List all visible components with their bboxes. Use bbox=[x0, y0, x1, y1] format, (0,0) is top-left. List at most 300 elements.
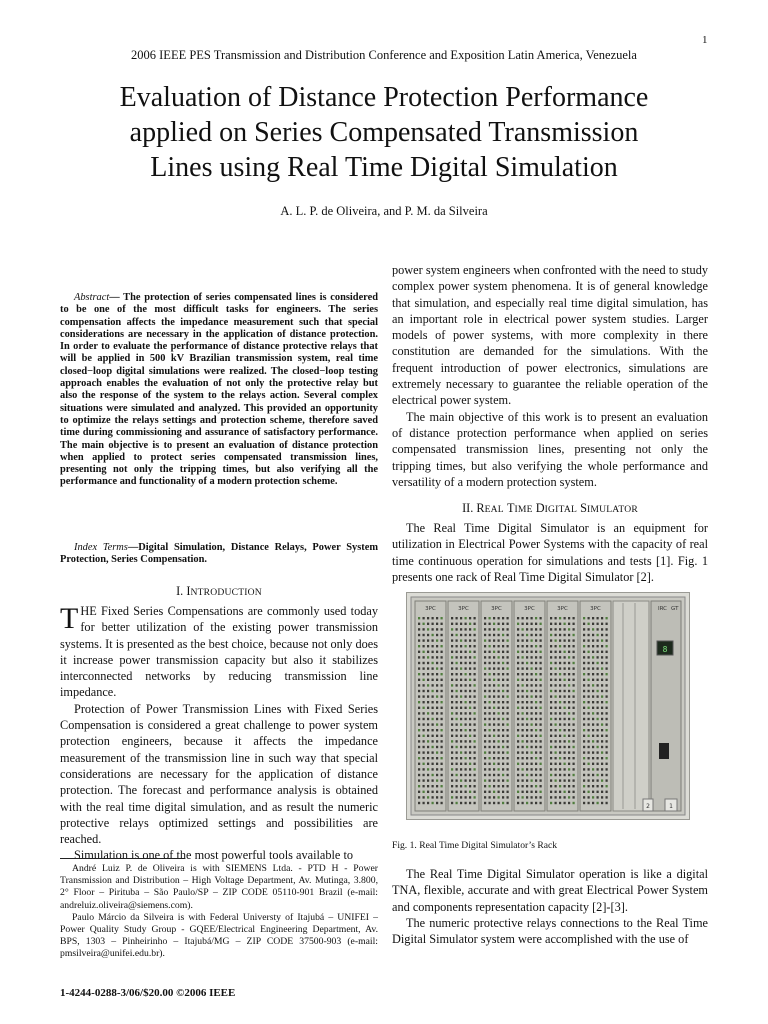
rack-led bbox=[423, 645, 425, 647]
rack-led bbox=[555, 791, 557, 793]
rack-led bbox=[484, 729, 486, 731]
rack-led bbox=[427, 723, 429, 725]
rack-led bbox=[474, 746, 476, 748]
rack-led bbox=[588, 651, 590, 653]
rack-led bbox=[427, 718, 429, 720]
rack-led bbox=[441, 757, 443, 759]
rack-led bbox=[498, 684, 500, 686]
rack-led bbox=[597, 673, 599, 675]
rack-led bbox=[441, 746, 443, 748]
rack-led bbox=[498, 768, 500, 770]
rack-led bbox=[606, 796, 608, 798]
rack-led bbox=[540, 735, 542, 737]
rack-led bbox=[522, 673, 524, 675]
rack-led bbox=[555, 757, 557, 759]
rack-led bbox=[418, 701, 420, 703]
rack-led bbox=[451, 791, 453, 793]
rack-led bbox=[441, 690, 443, 692]
abstract bbox=[60, 292, 378, 489]
rack-led bbox=[493, 746, 495, 748]
rack-led bbox=[597, 740, 599, 742]
rack-led bbox=[568, 746, 570, 748]
rack-led bbox=[592, 718, 594, 720]
rack-led bbox=[535, 656, 537, 658]
rack-led bbox=[465, 763, 467, 765]
rack-led bbox=[540, 667, 542, 669]
rack-led bbox=[531, 645, 533, 647]
rack-led bbox=[460, 645, 462, 647]
rack-led bbox=[522, 667, 524, 669]
rack-led bbox=[550, 718, 552, 720]
rack-led bbox=[493, 723, 495, 725]
rack-led bbox=[526, 785, 528, 787]
rack-led bbox=[583, 667, 585, 669]
rack-led bbox=[436, 690, 438, 692]
rack-led bbox=[502, 673, 504, 675]
rack-led bbox=[423, 712, 425, 714]
rack-led bbox=[559, 662, 561, 664]
rack-led bbox=[460, 662, 462, 664]
rack-led bbox=[507, 774, 509, 776]
rack-led bbox=[592, 791, 594, 793]
rack-led bbox=[484, 673, 486, 675]
rack-led bbox=[540, 723, 542, 725]
rack-led bbox=[522, 617, 524, 619]
rack-led bbox=[465, 751, 467, 753]
rack-led bbox=[436, 695, 438, 697]
rack-led bbox=[597, 712, 599, 714]
paper-title bbox=[60, 80, 708, 185]
rack-led bbox=[465, 684, 467, 686]
rack-led bbox=[555, 634, 557, 636]
rack-led bbox=[498, 785, 500, 787]
rack-led bbox=[484, 796, 486, 798]
rack-led bbox=[436, 712, 438, 714]
rack-led bbox=[601, 651, 603, 653]
rack-led bbox=[484, 768, 486, 770]
rack-led bbox=[522, 679, 524, 681]
rack-led bbox=[597, 718, 599, 720]
rack-led bbox=[550, 684, 552, 686]
rack-led bbox=[484, 718, 486, 720]
rack-led bbox=[493, 712, 495, 714]
rack-led bbox=[601, 639, 603, 641]
rack-led bbox=[507, 662, 509, 664]
rack-led bbox=[436, 634, 438, 636]
rack-led bbox=[493, 634, 495, 636]
rack-led bbox=[601, 774, 603, 776]
rack-led bbox=[583, 746, 585, 748]
rack-led bbox=[592, 751, 594, 753]
rack-led bbox=[583, 623, 585, 625]
rack-led bbox=[568, 628, 570, 630]
rack-led bbox=[559, 729, 561, 731]
rack-led bbox=[550, 746, 552, 748]
rack-led bbox=[456, 639, 458, 641]
rack-led bbox=[564, 617, 566, 619]
rack-led bbox=[555, 623, 557, 625]
rack-led bbox=[559, 757, 561, 759]
footnote-rule bbox=[60, 858, 185, 859]
rack-led bbox=[460, 617, 462, 619]
rack-led bbox=[531, 735, 533, 737]
figure-rtds-rack bbox=[406, 592, 690, 820]
rack-led bbox=[441, 751, 443, 753]
rack-led bbox=[427, 645, 429, 647]
rack-led bbox=[568, 656, 570, 658]
rack-led bbox=[535, 623, 537, 625]
rack-led bbox=[474, 763, 476, 765]
rack-led bbox=[559, 779, 561, 781]
rack-led bbox=[451, 723, 453, 725]
rack-led bbox=[441, 695, 443, 697]
rack-led bbox=[456, 740, 458, 742]
rack-led bbox=[460, 751, 462, 753]
rack-led bbox=[493, 751, 495, 753]
rack-led bbox=[498, 617, 500, 619]
rack-led bbox=[550, 740, 552, 742]
rack-led bbox=[559, 684, 561, 686]
rack-led bbox=[555, 718, 557, 720]
rack-led bbox=[507, 746, 509, 748]
rack-led bbox=[597, 701, 599, 703]
rack-led bbox=[568, 751, 570, 753]
rack-led bbox=[531, 791, 533, 793]
rack-led bbox=[517, 774, 519, 776]
rack-led bbox=[531, 707, 533, 709]
rack-led bbox=[451, 735, 453, 737]
rack-led bbox=[540, 617, 542, 619]
rack-led bbox=[550, 763, 552, 765]
rack-led bbox=[507, 617, 509, 619]
rack-led bbox=[502, 768, 504, 770]
rack-led bbox=[423, 791, 425, 793]
rack-led bbox=[427, 757, 429, 759]
rack-led bbox=[588, 791, 590, 793]
rack-led bbox=[427, 735, 429, 737]
rack-led bbox=[469, 768, 471, 770]
rack-led bbox=[597, 768, 599, 770]
rack-led bbox=[469, 757, 471, 759]
rack-led bbox=[531, 634, 533, 636]
rack-led bbox=[559, 690, 561, 692]
rack-led bbox=[469, 684, 471, 686]
rack-led bbox=[568, 791, 570, 793]
rack-led bbox=[535, 673, 537, 675]
rack-led bbox=[456, 617, 458, 619]
rack-led bbox=[597, 695, 599, 697]
rack-led bbox=[522, 662, 524, 664]
rack-led bbox=[568, 785, 570, 787]
rack-led bbox=[423, 628, 425, 630]
rack-led bbox=[564, 718, 566, 720]
rack-led bbox=[474, 723, 476, 725]
rack-led bbox=[507, 802, 509, 804]
rack-led bbox=[531, 617, 533, 619]
rack-led bbox=[427, 628, 429, 630]
rack-led bbox=[583, 802, 585, 804]
rack-led bbox=[568, 729, 570, 731]
rack-led bbox=[474, 628, 476, 630]
rack-led bbox=[517, 802, 519, 804]
rack-led bbox=[498, 645, 500, 647]
rack-led bbox=[522, 712, 524, 714]
rack-led bbox=[601, 628, 603, 630]
rack-led bbox=[540, 679, 542, 681]
rack-led bbox=[484, 779, 486, 781]
rack-led bbox=[502, 639, 504, 641]
rack-led bbox=[465, 695, 467, 697]
rack-led bbox=[498, 695, 500, 697]
rack-led bbox=[550, 774, 552, 776]
rack-led bbox=[517, 690, 519, 692]
rack-led bbox=[427, 651, 429, 653]
rack-led bbox=[531, 763, 533, 765]
rack-led bbox=[507, 712, 509, 714]
rack-led bbox=[555, 802, 557, 804]
rack-led bbox=[423, 673, 425, 675]
rack-led bbox=[535, 634, 537, 636]
rack-led bbox=[555, 746, 557, 748]
rack-led bbox=[588, 802, 590, 804]
paragraph: power system engineers when confronted with the need to study complex power system phenomena. It is of general knowledge that simulation, and especially real time digital simulation, has an important role in electrical power system studies. Larger models of power systems, with more complexity in there constitution are demanded for the simulations. With the frequent introduction of power electronics, simulations are extremely necessary to guarantee the reliable operation of the electrical power system. bbox=[392, 263, 708, 408]
rack-led bbox=[597, 684, 599, 686]
rack-led bbox=[418, 802, 420, 804]
rack-led bbox=[568, 768, 570, 770]
rack-led bbox=[493, 651, 495, 653]
rack-led bbox=[489, 763, 491, 765]
rack-led bbox=[526, 751, 528, 753]
rack-led bbox=[418, 667, 420, 669]
rack-led bbox=[456, 701, 458, 703]
rack-led bbox=[601, 701, 603, 703]
rack-led bbox=[469, 791, 471, 793]
rack-led bbox=[460, 735, 462, 737]
rack-led bbox=[522, 723, 524, 725]
rack-led bbox=[418, 623, 420, 625]
rack-led bbox=[451, 701, 453, 703]
rack-led bbox=[474, 684, 476, 686]
rack-led bbox=[465, 729, 467, 731]
rack-led bbox=[493, 679, 495, 681]
rack-led bbox=[568, 667, 570, 669]
rack-led bbox=[484, 639, 486, 641]
rack-led bbox=[493, 695, 495, 697]
rack-led bbox=[432, 729, 434, 731]
paragraph: The Real Time Digital Simulator is an equipment for utilization in Electrical Power Systems with the capacity of real time continuous operation for simulations and tests [1]. Fig. 1 presents one rack of Real Time Digital Simulator [2]. bbox=[392, 521, 708, 584]
rack-led bbox=[418, 673, 420, 675]
rack-led bbox=[441, 651, 443, 653]
rack-led bbox=[436, 729, 438, 731]
rack-led bbox=[427, 695, 429, 697]
rack-led bbox=[456, 628, 458, 630]
rack-led bbox=[531, 667, 533, 669]
rack-led bbox=[432, 796, 434, 798]
rack-led bbox=[606, 645, 608, 647]
rack-led bbox=[489, 707, 491, 709]
rack-led bbox=[456, 796, 458, 798]
rack-led bbox=[451, 623, 453, 625]
rack-led bbox=[484, 684, 486, 686]
rack-led bbox=[601, 763, 603, 765]
rack-led bbox=[489, 628, 491, 630]
rack-led bbox=[526, 667, 528, 669]
rack-led bbox=[432, 779, 434, 781]
rack-led bbox=[522, 656, 524, 658]
rack-led bbox=[423, 695, 425, 697]
rack-led bbox=[460, 774, 462, 776]
rack-led bbox=[606, 662, 608, 664]
rack-led bbox=[493, 763, 495, 765]
rack-led bbox=[606, 791, 608, 793]
index-terms-text: —Digital Simulation, Distance Relays, Power System Protection, Series Compensation. bbox=[60, 542, 378, 566]
rack-led bbox=[517, 768, 519, 770]
rack-led bbox=[531, 701, 533, 703]
rack-led bbox=[469, 679, 471, 681]
rack-led bbox=[550, 656, 552, 658]
rack-led bbox=[436, 651, 438, 653]
rack-led bbox=[564, 623, 566, 625]
rack-led bbox=[601, 667, 603, 669]
rack-led bbox=[597, 634, 599, 636]
rack-led bbox=[451, 729, 453, 731]
rack-led bbox=[592, 645, 594, 647]
rack-led bbox=[423, 763, 425, 765]
rack-led bbox=[564, 796, 566, 798]
rack-led bbox=[418, 751, 420, 753]
rack-led bbox=[564, 645, 566, 647]
rack-led bbox=[432, 723, 434, 725]
rack-led bbox=[451, 617, 453, 619]
abstract-label: Abstract bbox=[74, 292, 110, 303]
rack-led bbox=[502, 651, 504, 653]
rack-led bbox=[517, 628, 519, 630]
rack-led bbox=[436, 667, 438, 669]
rack-led bbox=[550, 628, 552, 630]
rack-led bbox=[583, 684, 585, 686]
rack-led bbox=[588, 763, 590, 765]
rack-led bbox=[588, 656, 590, 658]
rack-led bbox=[502, 684, 504, 686]
rack-led bbox=[559, 796, 561, 798]
rack-led bbox=[469, 639, 471, 641]
rack-led bbox=[522, 684, 524, 686]
rack-led bbox=[531, 679, 533, 681]
rack-led bbox=[588, 639, 590, 641]
rack-led bbox=[601, 768, 603, 770]
rack-led bbox=[484, 802, 486, 804]
rack-led bbox=[526, 701, 528, 703]
rack-led bbox=[559, 774, 561, 776]
rack-led bbox=[484, 690, 486, 692]
rack-led bbox=[540, 718, 542, 720]
rack-led bbox=[474, 768, 476, 770]
rack-led bbox=[573, 712, 575, 714]
rack-led bbox=[601, 623, 603, 625]
rack-led bbox=[540, 746, 542, 748]
rack-led bbox=[474, 757, 476, 759]
rack-led bbox=[573, 673, 575, 675]
rack-led bbox=[564, 690, 566, 692]
rack-led bbox=[489, 751, 491, 753]
rack-led bbox=[507, 684, 509, 686]
rack-led bbox=[489, 651, 491, 653]
rack-led bbox=[460, 746, 462, 748]
rack-led bbox=[583, 673, 585, 675]
rack-led bbox=[489, 656, 491, 658]
rack-led bbox=[484, 656, 486, 658]
rack-led bbox=[423, 679, 425, 681]
rack-led bbox=[535, 639, 537, 641]
rack-led bbox=[498, 628, 500, 630]
rack-led bbox=[517, 791, 519, 793]
rack-led bbox=[423, 707, 425, 709]
rack-led bbox=[493, 768, 495, 770]
rack-led bbox=[493, 729, 495, 731]
rack-led bbox=[517, 639, 519, 641]
rack-led bbox=[555, 679, 557, 681]
rack-led bbox=[531, 779, 533, 781]
rack-led bbox=[451, 651, 453, 653]
rack-led bbox=[432, 707, 434, 709]
rack-led bbox=[555, 779, 557, 781]
rack-led bbox=[474, 740, 476, 742]
rack-led bbox=[423, 690, 425, 692]
rack-led bbox=[573, 763, 575, 765]
index-terms-label: Index Terms bbox=[74, 542, 128, 553]
rack-led bbox=[526, 796, 528, 798]
rack-led bbox=[436, 662, 438, 664]
rack-led bbox=[568, 695, 570, 697]
rack-led bbox=[583, 729, 585, 731]
rack-led bbox=[601, 791, 603, 793]
rack-led bbox=[597, 746, 599, 748]
rack-led bbox=[588, 707, 590, 709]
rack-led bbox=[489, 701, 491, 703]
rack-led bbox=[559, 667, 561, 669]
rack-led bbox=[550, 729, 552, 731]
rack-led bbox=[564, 757, 566, 759]
rack-led bbox=[606, 757, 608, 759]
rack-card-label: 3PC bbox=[491, 606, 502, 612]
rack-led bbox=[601, 723, 603, 725]
rack-led bbox=[493, 779, 495, 781]
rack-led bbox=[535, 712, 537, 714]
rack-led bbox=[474, 623, 476, 625]
rack-led bbox=[588, 690, 590, 692]
rack-led bbox=[564, 712, 566, 714]
rack-led bbox=[469, 701, 471, 703]
rack-led bbox=[474, 785, 476, 787]
rack-led bbox=[502, 623, 504, 625]
rack-led bbox=[489, 779, 491, 781]
rack-led bbox=[493, 639, 495, 641]
rack-led bbox=[606, 723, 608, 725]
rack-led bbox=[592, 679, 594, 681]
rack-led bbox=[465, 757, 467, 759]
rack-led bbox=[531, 662, 533, 664]
rack-led bbox=[474, 718, 476, 720]
rack-led bbox=[432, 645, 434, 647]
rack-led bbox=[423, 735, 425, 737]
rack-led bbox=[451, 634, 453, 636]
rack-led bbox=[522, 623, 524, 625]
rack-led bbox=[573, 617, 575, 619]
rack-led bbox=[465, 701, 467, 703]
rack-led bbox=[484, 791, 486, 793]
rtds-body-bottom bbox=[392, 866, 708, 947]
rack-led bbox=[432, 712, 434, 714]
